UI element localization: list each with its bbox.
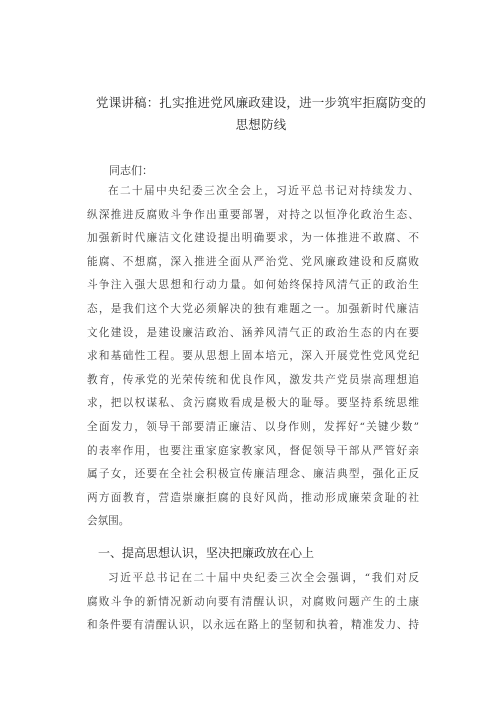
paragraph-line: 加强新时代廉洁文化建设提出明确要求，为一体推进不敢腐、不 xyxy=(87,232,419,245)
paragraph-line: 教育，传承党的光荣传统和优良作风，激发共产党员崇高理想追 xyxy=(87,373,419,386)
paragraph-line: 属子女，还要在全社会积极宣传廉洁理念、廉洁典型，强化正反 xyxy=(87,468,419,481)
title-line-1: 党课讲稿：扎实推进党风廉政建设，进一步筑牢拒腐防变的 xyxy=(95,95,427,110)
paragraph-line: 能腐、不想腐，深入推进全面从严治党、党风廉政建设和反腐败 xyxy=(87,255,419,268)
paragraph-line: 在二十届中央纪委三次全会上，习近平总书记对持续发力、 xyxy=(108,185,419,197)
title-line-2: 思想防线 xyxy=(235,117,287,132)
paragraph-1 xyxy=(87,180,419,534)
paragraph-line: 纵深推进反腐败斗争作出重要部署，对持之以恒净化政治生态、 xyxy=(87,208,419,221)
paragraph-line: 习近平总书记在二十届中央纪委三次全会强调，“我们对反 xyxy=(108,572,419,584)
paragraph-line: 文化建设，是建设廉洁政治、涵养风清气正的政治生态的内在要 xyxy=(87,326,419,339)
paragraph-line: 会氛围。 xyxy=(87,515,130,528)
paragraph-line: 和条件要有清醒认识，以永远在路上的坚韧和执着，精准发力、持 xyxy=(87,619,419,632)
paragraph-line: 的表率作用，也要注重家庭家教家风，督促领导干部从严管好亲 xyxy=(87,444,419,457)
paragraph-line: 两方面教育，营造崇廉拒腐的良好风尚，推动形成廉荣贪耻的社 xyxy=(87,491,419,504)
paragraph-2 xyxy=(87,567,419,638)
paragraph-line: 求，把以权谋私、贪污腐败看成是极大的耻辱。要坚持系统思维 xyxy=(87,397,419,410)
salutation: 同志们： xyxy=(109,164,153,177)
paragraph-line: 腐败斗争的新情况新动向要有清醒认识，对腐败问题产生的土康 xyxy=(87,595,419,608)
paragraph-line: 求和基础性工程。要从思想上固本培元，深入开展党性党风党纪 xyxy=(87,350,419,363)
paragraph-line: 斗争注入强大思想和行动力量。如何始终保持风清气正的政治生 xyxy=(87,279,419,292)
paragraph-line: 全面发力，领导干部要清正廉洁、以身作则，发挥好“关键少数” xyxy=(87,420,419,433)
section-heading-1: 一、提高思想认识，坚决把廉政放在心上 xyxy=(98,546,315,560)
document-title xyxy=(86,92,436,136)
paragraph-line: 态，是我们这个大党必须解决的独有难题之一。加强新时代廉洁 xyxy=(87,302,419,315)
